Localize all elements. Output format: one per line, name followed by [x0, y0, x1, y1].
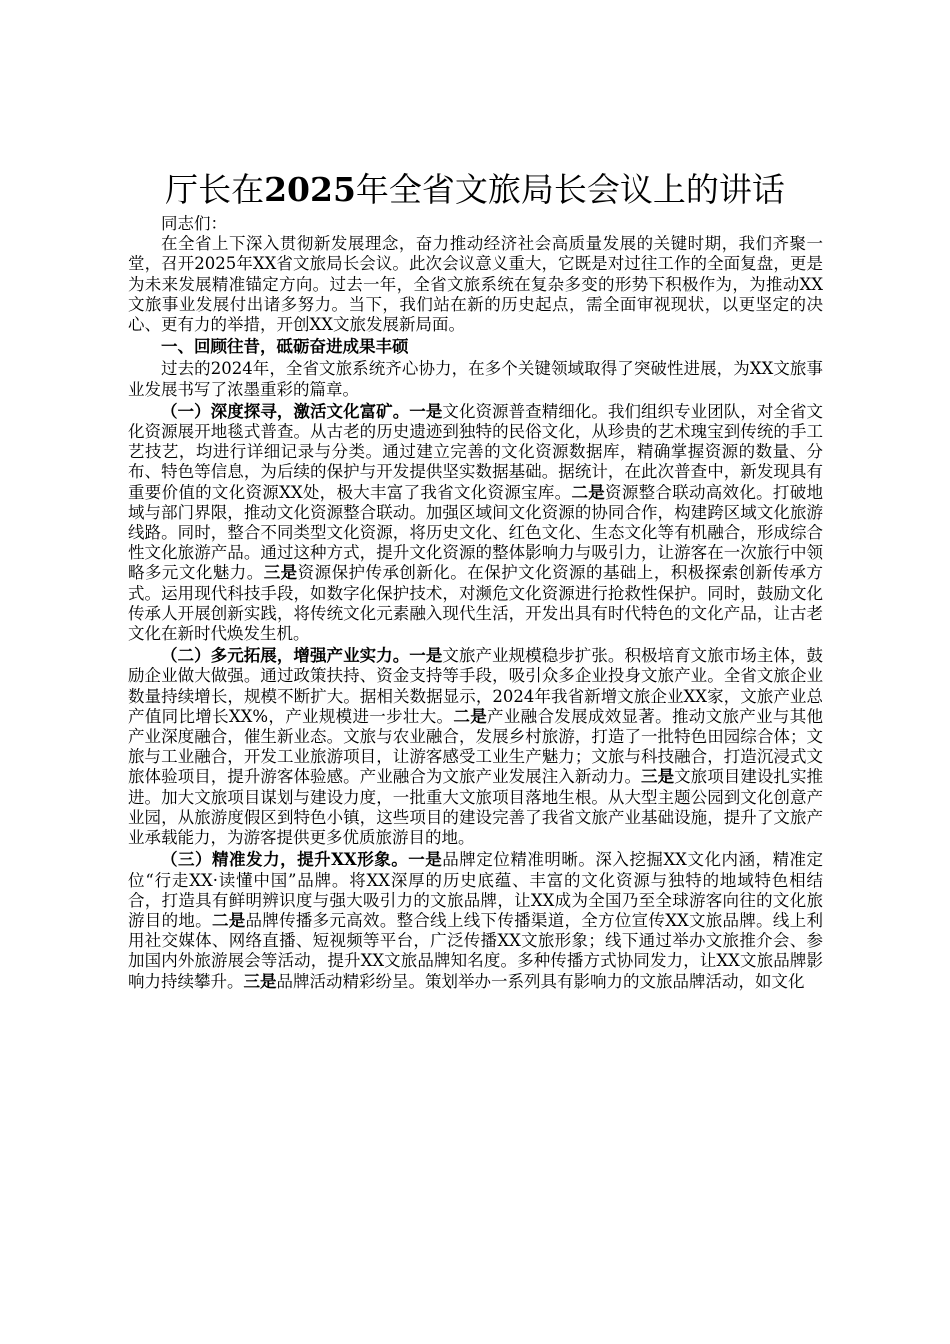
point-label: 三是: [641, 767, 675, 787]
point-label: 二是: [571, 482, 606, 502]
section-1-heading: 一、回顾往昔，砥砺奋进成果丰硕: [161, 337, 409, 357]
point-label: 一是: [409, 401, 443, 421]
subsection-3-paragraph: [128, 850, 823, 991]
title-suffix: 年全省文旅局长会议上的讲话: [355, 170, 785, 209]
point-text: 品牌定位精准明晰。深入挖掘XX文化内涵，精准定位“行走XX·读懂中国”品牌。将XX深厚的历史底蕴、丰富的文化资源与独特的地域特色相结合，打造具有鲜明辨识度与强大吸引力的文旅品牌，让XX成为全国乃至全球游客向往的文化旅游目的地。: [128, 850, 824, 930]
point-label: 二是: [211, 910, 246, 930]
point-text: 资源整合联动高效化。打破地域与部门界限，推动文化资源整合联动。加强区域间文化资源的协同合作，构建跨区域文化旅游线路。同时，整合不同类型文化资源，将历史文化、红色文化、生态文化等有机融合，形成综合性文化旅游产品。通过这种方式，提升文化资源的整体影响力与吸引力，让游客在一次旅行中领略多元文化魅力。: [128, 482, 823, 583]
subsection-1-heading: （一）深度探寻，激活文化富矿。: [161, 401, 410, 421]
point-label: 一是: [408, 850, 443, 870]
point-text: 品牌传播多元高效。整合线上线下传播渠道，全方位宣传XX文旅品牌。线上利用社交媒体、网络直播、短视频等平台，广泛传播XX文旅形象；线下通过举办文旅推介会、参加国内外旅游展会等活动，提升XX文旅品牌知名度。多种传播方式协同发力，让XX文旅品牌影响力持续攀升。: [128, 910, 823, 991]
document-body: [128, 214, 823, 992]
section-1-intro: 过去的2024年，全省文旅系统齐心协力，在多个关键领域取得了突破性进展，为XX文旅事业发展书写了浓墨重彩的篇章。: [128, 359, 823, 399]
title-prefix: 厅长在: [165, 170, 265, 209]
subsection-2-heading: （二）多元拓展，增强产业实力。: [161, 646, 410, 666]
salutation: 同志们：: [161, 214, 227, 233]
point-text: 文旅产业规模稳步扩张。积极培育文旅市场主体，鼓励企业做大做强。通过政策扶持、资金支持等手段，吸引众多企业投身文旅产业。全省文旅企业数量持续增长，规模不断扩大。据相关数据显示，2024年我省新增文旅企业XX家，文旅产业总产值同比增长XX%，产业规模进一步壮大。: [128, 646, 824, 726]
subsection-2-paragraph: [128, 646, 823, 848]
point-text: 文化资源普查精细化。我们组织专业团队，对全省文化资源展开地毯式普查。从古老的历史遗迹到独特的民俗文化，从珍贵的艺术瑰宝到传统的手工艺技艺，均进行详细记录与分类。通过建立完善的文化资源数据库，精确掌握资源的数量、分布、特色等信息，为后续的保护与开发提供坚实数据基础。据统计，在此次普查中，新发现具有重要价值的文化资源XX处，极大丰富了我省文化资源宝库。: [128, 401, 824, 502]
point-text: 文旅项目建设扎实推进。加大文旅项目谋划与建设力度，一批重大文旅项目落地生根。从大型主题公园到文化创意产业园，从旅游度假区到特色小镇，这些项目的建设完善了我省文旅产业基础设施，提升了文旅产业承载能力，为游客提供更多优质旅游目的地。: [128, 767, 824, 848]
title-year: 2025: [264, 170, 356, 209]
point-text: 产业融合发展成效显著。推动文旅产业与其他产业深度融合，催生新业态。文旅与农业融合，发展乡村旅游，打造了一批特色田园综合体；文旅与工业融合，开发工业旅游项目，让游客感受工业生产魅力；文旅与科技融合，打造沉浸式文旅体验项目，提升游客体验感。产业融合为文旅产业发展注入新动力。: [128, 706, 824, 787]
subsection-1-paragraph: [128, 402, 823, 644]
subsection-3-heading: （三）精准发力，提升XX形象。: [161, 850, 409, 870]
document-title: [125, 168, 825, 212]
intro-paragraph: 在全省上下深入贯彻新发展理念，奋力推动经济社会高质量发展的关键时期，我们齐聚一堂，召开2025年XX省文旅局长会议。此次会议意义重大，它既是对过往工作的全面复盘，更是为未来发展精准锚定方向。过去一年，全省文旅系统在复杂多变的形势下积极作为，为推动XX文旅事业发展付出诸多努力。当下，我们站在新的历史起点，需全面审视现状，以更坚定的决心、更有力的举措，开创XX文旅发展新局面。: [128, 234, 823, 335]
point-label: 二是: [453, 706, 488, 726]
point-label: 三是: [263, 563, 298, 583]
point-label: 三是: [243, 971, 277, 991]
point-text: 资源保护传承创新化。在保护文化资源的基础上，积极探索创新传承方式。运用现代科技手段，如数字化保护技术，对濒危文化资源进行抢救性保护。同时，鼓励文化传承人开展创新实践，将传统文化元素融入现代生活，开发出具有时代特色的文化产品，让古老文化在新时代焕发生机。: [128, 563, 824, 644]
point-text: 品牌活动精彩纷呈。策划举办一系列具有影响力的文旅品牌活动，如文化: [276, 971, 805, 991]
point-label: 一是: [409, 646, 443, 666]
